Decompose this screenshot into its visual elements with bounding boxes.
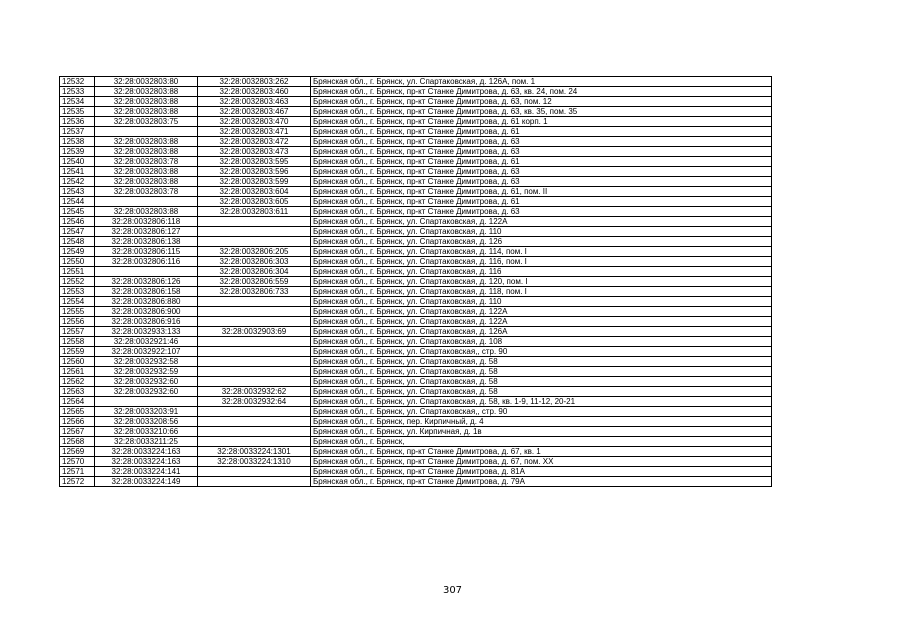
cadastral-number-cell: 32:28:0033208:56 [95,417,198,427]
object-cadastral-number-cell: 32:28:0032803:460 [198,87,311,97]
row-number-cell: 12557 [60,327,95,337]
row-number-cell: 12555 [60,307,95,317]
object-cadastral-number-cell: 32:28:0032806:304 [198,267,311,277]
cadastral-number-cell: 32:28:0032803:88 [95,137,198,147]
cadastral-number-cell: 32:28:0032806:158 [95,287,198,297]
row-number-cell: 12533 [60,87,95,97]
table-row [60,357,772,367]
address-cell: Брянская обл., г. Брянск, пр-кт Станке Димитрова, д. 63 [311,177,772,187]
address-cell: Брянская обл., г. Брянск, пр-кт Станке Димитрова, д. 61, пом. II [311,187,772,197]
object-cadastral-number-cell [198,367,311,377]
cadastral-number-cell: 32:28:0032803:75 [95,117,198,127]
address-cell: Брянская обл., г. Брянск, пр-кт Станке Димитрова, д. 63 [311,167,772,177]
row-number-cell: 12550 [60,257,95,267]
object-cadastral-number-cell: 32:28:0032803:473 [198,147,311,157]
row-number-cell: 12532 [60,77,95,87]
table-row [60,297,772,307]
address-cell: Брянская обл., г. Брянск, пр-кт Станке Димитрова, д. 79А [311,477,772,487]
table-row [60,127,772,137]
object-cadastral-number-cell: 32:28:0032803:599 [198,177,311,187]
object-cadastral-number-cell [198,417,311,427]
row-number-cell: 12571 [60,467,95,477]
address-cell: Брянская обл., г. Брянск, ул. Спартаковская, д. 58 [311,387,772,397]
row-number-cell: 12564 [60,397,95,407]
object-cadastral-number-cell: 32:28:0032803:463 [198,97,311,107]
object-cadastral-number-cell: 32:28:0032803:604 [198,187,311,197]
table-row [60,157,772,167]
cadastral-number-cell [95,397,198,407]
table-row [60,77,772,87]
row-number-cell: 12572 [60,477,95,487]
cadastral-number-cell: 32:28:0032803:88 [95,87,198,97]
address-cell: Брянская обл., г. Брянск, пр-кт Станке Димитрова, д. 61 [311,157,772,167]
table-row [60,147,772,157]
row-number-cell: 12548 [60,237,95,247]
cadastral-number-cell: 32:28:0032806:126 [95,277,198,287]
row-number-cell: 12559 [60,347,95,357]
address-cell: Брянская обл., г. Брянск, пр-кт Станке Димитрова, д. 63 [311,147,772,157]
cadastral-number-cell: 32:28:0032806:900 [95,307,198,317]
row-number-cell: 12562 [60,377,95,387]
object-cadastral-number-cell: 32:28:0033224:1310 [198,457,311,467]
object-cadastral-number-cell [198,407,311,417]
row-number-cell: 12549 [60,247,95,257]
cadastral-number-cell: 32:28:0033224:149 [95,477,198,487]
table-row [60,407,772,417]
table-row [60,417,772,427]
row-number-cell: 12552 [60,277,95,287]
address-cell: Брянская обл., г. Брянск, ул. Спартаковская, д. 122А [311,317,772,327]
address-cell: Брянская обл., г. Брянск, ул. Спартаковская, д. 58, кв. 1-9, 11-12, 20-21 [311,397,772,407]
object-cadastral-number-cell: 32:28:0032803:605 [198,197,311,207]
cadastral-number-cell: 32:28:0033210:66 [95,427,198,437]
cadastral-number-cell [95,127,198,137]
address-cell: Брянская обл., г. Брянск, ул. Спартаковская, д. 114, пом. I [311,247,772,257]
object-cadastral-number-cell: 32:28:0032803:595 [198,157,311,167]
cadastral-number-cell: 32:28:0032803:88 [95,107,198,117]
row-number-cell: 12536 [60,117,95,127]
object-cadastral-number-cell: 32:28:0032806:559 [198,277,311,287]
object-cadastral-number-cell: 32:28:0032803:611 [198,207,311,217]
row-number-cell: 12539 [60,147,95,157]
address-cell: Брянская обл., г. Брянск, ул. Спартаковская, д. 116, пом. I [311,257,772,267]
row-number-cell: 12544 [60,197,95,207]
row-number-cell: 12537 [60,127,95,137]
cadastral-number-cell: 32:28:0032932:58 [95,357,198,367]
table-row [60,187,772,197]
cadastral-number-cell: 32:28:0032803:88 [95,207,198,217]
address-cell: Брянская обл., г. Брянск, ул. Спартаковская, д. 116 [311,267,772,277]
table-row [60,227,772,237]
object-cadastral-number-cell [198,437,311,447]
address-cell: Брянская обл., г. Брянск, пр-кт Станке Димитрова, д. 61 [311,127,772,137]
object-cadastral-number-cell: 32:28:0032806:303 [198,257,311,267]
object-cadastral-number-cell [198,357,311,367]
address-cell: Брянская обл., г. Брянск, ул. Спартаковская, д. 110 [311,227,772,237]
row-number-cell: 12556 [60,317,95,327]
address-cell: Брянская обл., г. Брянск, пр-кт Станке Димитрова, д. 67, пом. XX [311,457,772,467]
row-number-cell: 12541 [60,167,95,177]
address-cell: Брянская обл., г. Брянск, ул. Спартаковская, д. 110 [311,297,772,307]
table-row [60,107,772,117]
row-number-cell: 12542 [60,177,95,187]
address-cell: Брянская обл., г. Брянск, ул. Спартаковская,, стр. 90 [311,407,772,417]
table-row [60,257,772,267]
address-cell: Брянская обл., г. Брянск, ул. Спартаковская, д. 108 [311,337,772,347]
row-number-cell: 12547 [60,227,95,237]
cadastral-number-cell: 32:28:0032806:118 [95,217,198,227]
row-number-cell: 12570 [60,457,95,467]
table-row [60,367,772,377]
object-cadastral-number-cell [198,237,311,247]
object-cadastral-number-cell [198,477,311,487]
table-row [60,307,772,317]
row-number-cell: 12568 [60,437,95,447]
address-cell: Брянская обл., г. Брянск, пр-кт Станке Димитрова, д. 61 [311,197,772,207]
table-row [60,277,772,287]
table-row [60,267,772,277]
address-cell: Брянская обл., г. Брянск, ул. Спартаковская, д. 122А [311,307,772,317]
table-row [60,327,772,337]
object-cadastral-number-cell: 32:28:0032806:205 [198,247,311,257]
object-cadastral-number-cell [198,377,311,387]
object-cadastral-number-cell: 32:28:0032806:733 [198,287,311,297]
table-row [60,317,772,327]
row-number-cell: 12567 [60,427,95,437]
object-cadastral-number-cell: 32:28:0032803:471 [198,127,311,137]
row-number-cell: 12551 [60,267,95,277]
object-cadastral-number-cell [198,317,311,327]
address-cell: Брянская обл., г. Брянск, ул. Кирпичная, д. 1в [311,427,772,437]
cadastral-number-cell: 32:28:0032806:116 [95,257,198,267]
address-cell: Брянская обл., г. Брянск, ул. Спартаковская, д. 122А [311,217,772,227]
cadastral-number-cell: 32:28:0032933:133 [95,327,198,337]
address-cell: Брянская обл., г. Брянск, пр-кт Станке Димитрова, д. 63 [311,207,772,217]
object-cadastral-number-cell [198,227,311,237]
address-cell: Брянская обл., г. Брянск, ул. Спартаковская, д. 126 [311,237,772,247]
table-row [60,347,772,357]
address-cell: Брянская обл., г. Брянск, ул. Спартаковская, д. 118, пом. I [311,287,772,297]
cadastral-number-cell: 32:28:0032932:60 [95,387,198,397]
cadastral-number-cell: 32:28:0033224:141 [95,467,198,477]
cadastral-number-cell [95,197,198,207]
row-number-cell: 12569 [60,447,95,457]
cadastral-number-cell: 32:28:0033203:91 [95,407,198,417]
cadastral-number-cell: 32:28:0032803:80 [95,77,198,87]
row-number-cell: 12538 [60,137,95,147]
address-cell: Брянская обл., г. Брянск, ул. Спартаковская,, стр. 90 [311,347,772,357]
table-row [60,97,772,107]
registry-table [59,76,772,487]
cadastral-number-cell [95,267,198,277]
cadastral-number-cell: 32:28:0032803:88 [95,177,198,187]
table-row [60,207,772,217]
cadastral-number-cell: 32:28:0032921:46 [95,337,198,347]
table-row [60,137,772,147]
row-number-cell: 12545 [60,207,95,217]
table-row [60,167,772,177]
object-cadastral-number-cell [198,297,311,307]
table-row [60,447,772,457]
address-cell: Брянская обл., г. Брянск, пр-кт Станке Димитрова, д. 63, пом. 12 [311,97,772,107]
object-cadastral-number-cell: 32:28:0032932:62 [198,387,311,397]
row-number-cell: 12543 [60,187,95,197]
cadastral-number-cell: 32:28:0032932:60 [95,377,198,387]
table-row [60,247,772,257]
object-cadastral-number-cell: 32:28:0032803:467 [198,107,311,117]
address-cell: Брянская обл., г. Брянск, пр-кт Станке Димитрова, д. 63, кв. 24, пом. 24 [311,87,772,97]
cadastral-number-cell: 32:28:0032806:127 [95,227,198,237]
table-row [60,177,772,187]
object-cadastral-number-cell: 32:28:0032803:262 [198,77,311,87]
cadastral-number-cell: 32:28:0032806:138 [95,237,198,247]
row-number-cell: 12546 [60,217,95,227]
cadastral-number-cell: 32:28:0033224:163 [95,457,198,467]
row-number-cell: 12535 [60,107,95,117]
object-cadastral-number-cell [198,347,311,357]
table-row [60,377,772,387]
cadastral-number-cell: 32:28:0032806:916 [95,317,198,327]
address-cell: Брянская обл., г. Брянск, ул. Спартаковская, д. 58 [311,357,772,367]
address-cell: Брянская обл., г. Брянск, ул. Спартаковская, д. 126А, пом. 1 [311,77,772,87]
address-cell: Брянская обл., г. Брянск, пр-кт Станке Димитрова, д. 63 [311,137,772,147]
row-number-cell: 12561 [60,367,95,377]
table-row [60,467,772,477]
address-cell: Брянская обл., г. Брянск, пр-кт Станке Димитрова, д. 67, кв. 1 [311,447,772,457]
cadastral-number-cell: 32:28:0032806:880 [95,297,198,307]
row-number-cell: 12534 [60,97,95,107]
address-cell: Брянская обл., г. Брянск, пр-кт Станке Димитрова, д. 61 корп. 1 [311,117,772,127]
table-row [60,397,772,407]
registry-table-body [60,77,772,487]
cadastral-number-cell: 32:28:0032806:115 [95,247,198,257]
table-row [60,457,772,467]
cadastral-number-cell: 32:28:0033224:163 [95,447,198,457]
cadastral-number-cell: 32:28:0032922:107 [95,347,198,357]
address-cell: Брянская обл., г. Брянск, ул. Спартаковская, д. 58 [311,377,772,387]
table-row [60,427,772,437]
table-row [60,287,772,297]
row-number-cell: 12560 [60,357,95,367]
table-row [60,217,772,227]
address-cell: Брянская обл., г. Брянск, ул. Спартаковская, д. 120, пом. I [311,277,772,287]
row-number-cell: 12558 [60,337,95,347]
row-number-cell: 12540 [60,157,95,167]
cadastral-number-cell: 32:28:0032803:78 [95,187,198,197]
object-cadastral-number-cell [198,217,311,227]
object-cadastral-number-cell [198,467,311,477]
object-cadastral-number-cell [198,427,311,437]
address-cell: Брянская обл., г. Брянск, [311,437,772,447]
row-number-cell: 12554 [60,297,95,307]
row-number-cell: 12553 [60,287,95,297]
address-cell: Брянская обл., г. Брянск, пер. Кирпичный, д. 4 [311,417,772,427]
page-number: 307 [442,585,463,596]
cadastral-number-cell: 32:28:0032932:59 [95,367,198,377]
table-row [60,117,772,127]
address-cell: Брянская обл., г. Брянск, пр-кт Станке Димитрова, д. 63, кв. 35, пом. 35 [311,107,772,117]
object-cadastral-number-cell: 32:28:0032803:472 [198,137,311,147]
address-cell: Брянская обл., г. Брянск, пр-кт Станке Димитрова, д. 81А [311,467,772,477]
row-number-cell: 12566 [60,417,95,427]
row-number-cell: 12563 [60,387,95,397]
object-cadastral-number-cell: 32:28:0032803:470 [198,117,311,127]
cadastral-number-cell: 32:28:0032803:88 [95,147,198,157]
cadastral-number-cell: 32:28:0032803:78 [95,157,198,167]
table-row [60,477,772,487]
object-cadastral-number-cell [198,337,311,347]
table-row [60,387,772,397]
object-cadastral-number-cell: 32:28:0032932:64 [198,397,311,407]
object-cadastral-number-cell: 32:28:0033224:1301 [198,447,311,457]
table-row [60,337,772,347]
table-row [60,197,772,207]
table-row [60,437,772,447]
cadastral-number-cell: 32:28:0032803:88 [95,97,198,107]
address-cell: Брянская обл., г. Брянск, ул. Спартаковская, д. 58 [311,367,772,377]
table-row [60,237,772,247]
object-cadastral-number-cell: 32:28:0032803:596 [198,167,311,177]
address-cell: Брянская обл., г. Брянск, ул. Спартаковская, д. 126А [311,327,772,337]
cadastral-number-cell: 32:28:0033211:25 [95,437,198,447]
row-number-cell: 12565 [60,407,95,417]
object-cadastral-number-cell [198,307,311,317]
object-cadastral-number-cell: 32:28:0032903:69 [198,327,311,337]
cadastral-number-cell: 32:28:0032803:88 [95,167,198,177]
table-row [60,87,772,97]
